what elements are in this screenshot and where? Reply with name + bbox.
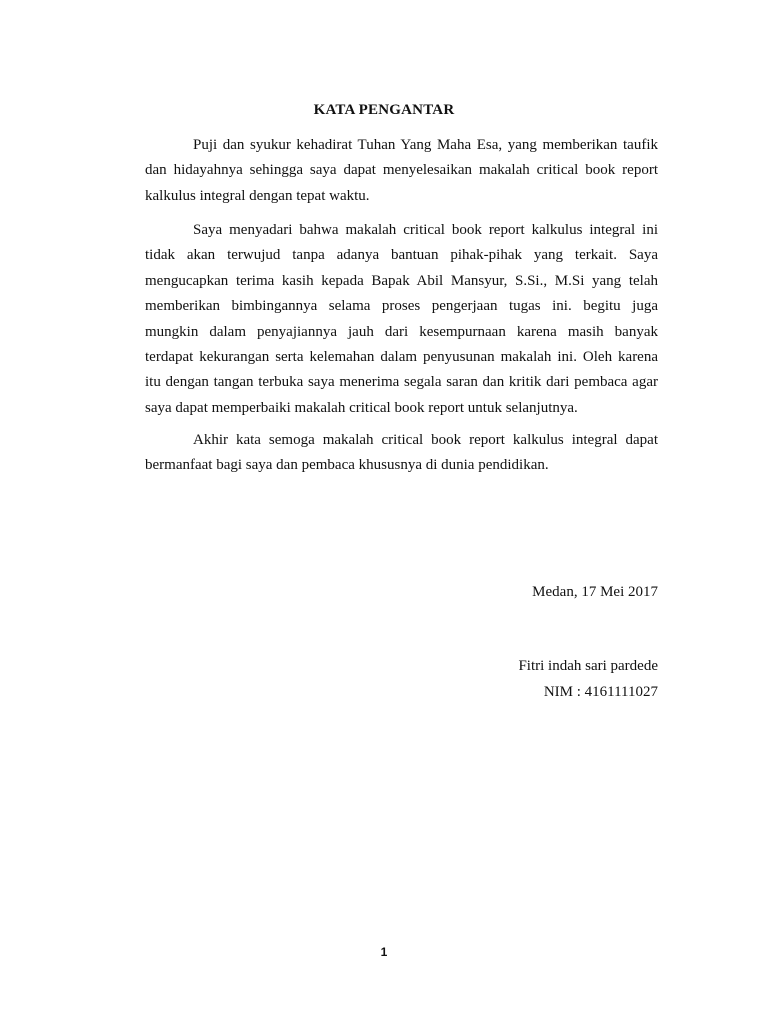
paragraph-line: bermanfaat bagi saya dan pembaca khususnya di dunia pendidikan.	[145, 457, 549, 474]
signature-place-date: Medan, 17 Mei 2017	[532, 584, 658, 600]
paragraph-line: kalkulus integral dengan tepat waktu.	[145, 187, 370, 204]
page-number: 1	[380, 945, 388, 959]
signature-nim: NIM : 4161111027	[543, 684, 658, 700]
paragraph-line: mungkin dalam penyajiannya jauh dari kesempurnaan karena masih banyak	[145, 323, 658, 340]
page-title: KATA PENGANTAR	[313, 102, 455, 118]
paragraph-line: mengucapkan terima kasih kepada Bapak Abil Mansyur, S.Si., M.Si yang telah	[145, 272, 658, 289]
paragraph-line: saya dapat memperbaiki makalah critical book report untuk selanjutnya.	[145, 399, 578, 416]
paragraph-line: itu dengan tangan terbuka saya menerima segala saran dan kritik dari pembaca agar	[145, 374, 658, 391]
paragraph-line: Puji dan syukur kehadirat Tuhan Yang Maha Esa, yang memberikan taufik	[193, 137, 658, 153]
paragraph-1	[145, 133, 658, 209]
paragraph-2	[145, 218, 658, 421]
paragraph-line: tidak akan terwujud tanpa adanya bantuan pihak-pihak yang terkait. Saya	[145, 247, 658, 264]
paragraph-line: dan hidayahnya sehingga saya dapat menyelesaikan makalah critical book report	[145, 162, 658, 179]
paragraph-line: terdapat kekurangan serta kelemahan dalam penyusunan makalah ini. Oleh karena	[145, 348, 658, 365]
signature-name: Fitri indah sari pardede	[518, 658, 658, 674]
paragraph-line: Saya menyadari bahwa makalah critical book report kalkulus integral ini	[193, 222, 658, 238]
paragraph-3	[145, 428, 658, 479]
paragraph-line: Akhir kata semoga makalah critical book report kalkulus integral dapat	[193, 432, 658, 448]
paragraph-line: memberikan bimbingannya selama proses pengerjaan tugas ini. begitu juga	[145, 298, 658, 315]
